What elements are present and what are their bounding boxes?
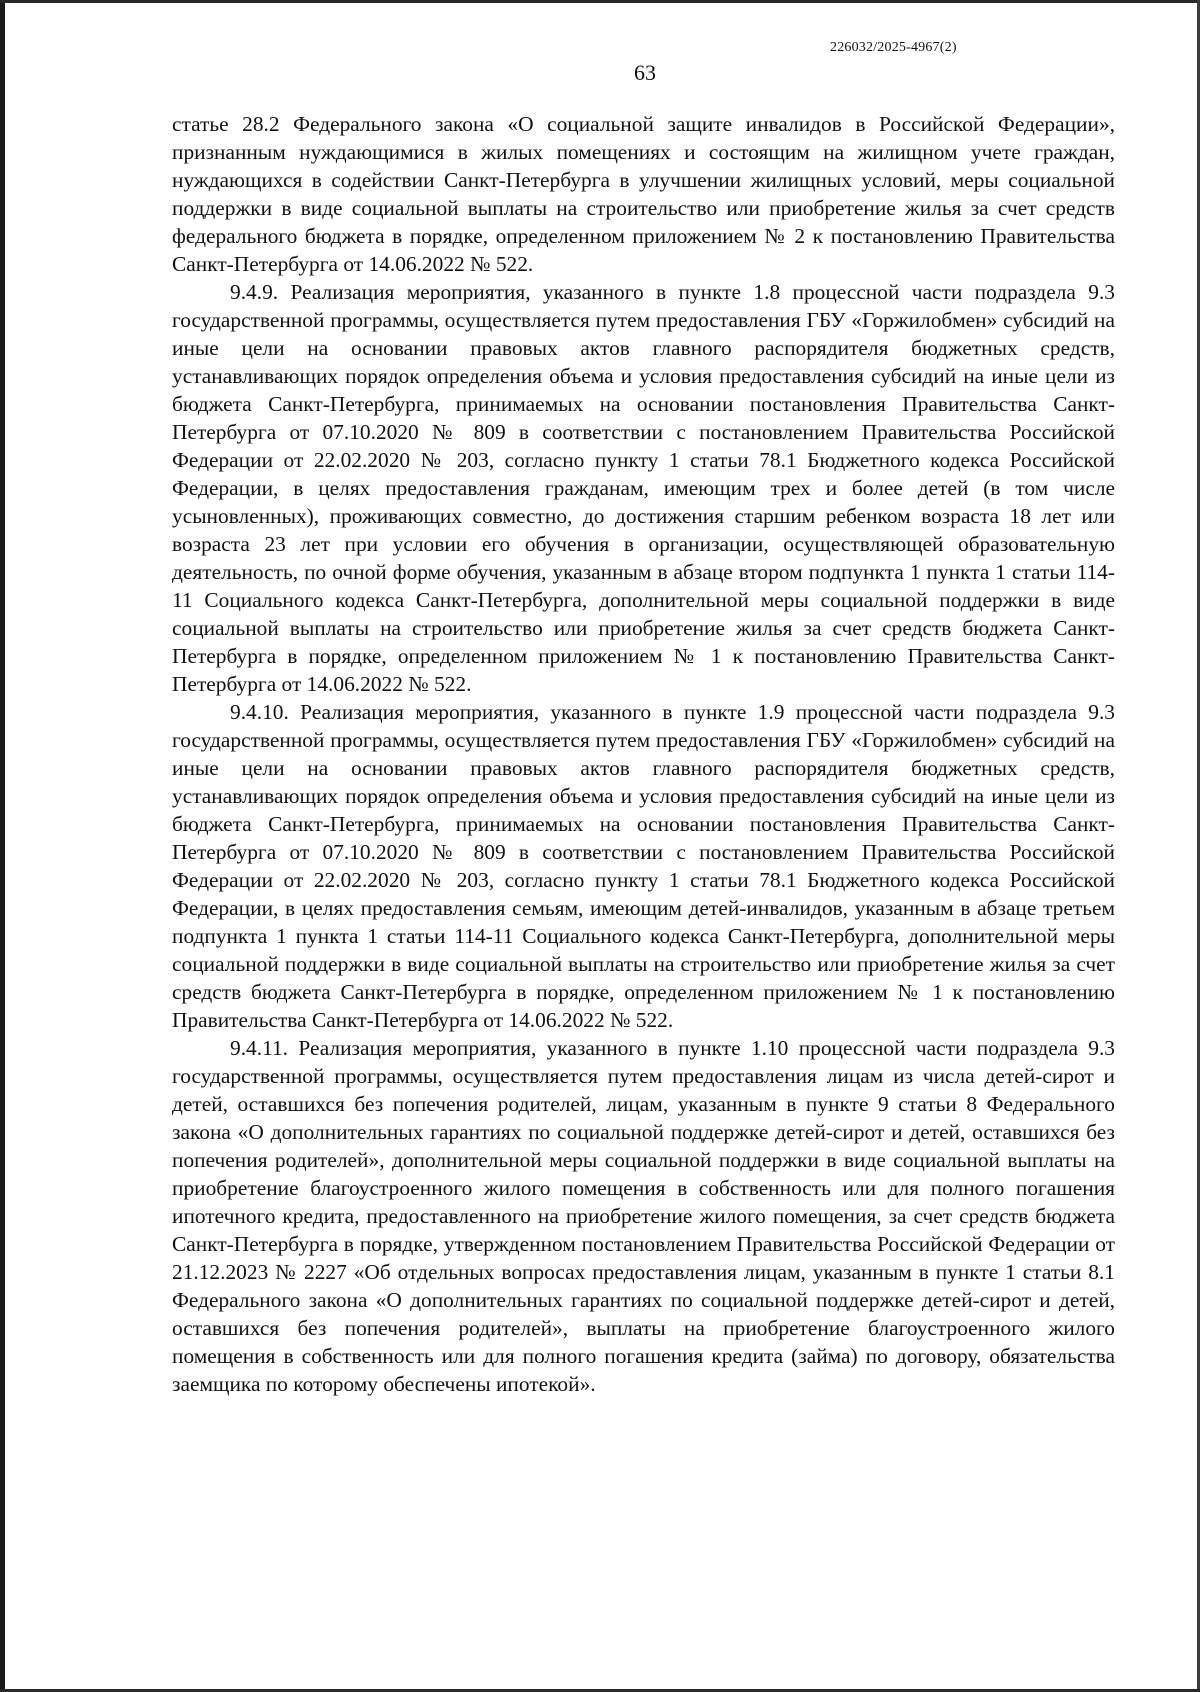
paragraph-continuation: статье 28.2 Федерального закона «О социальной защите инвалидов в Российской Федерации», признанным нуждающимися в жилых помещениях и состоящим на жилищном учете граждан, нуждающихся в содействии Санкт-Петербурга в улучшении жилищных условий, меры социальной поддержки в виде социальной выплаты на строительство или приобретение жилья за счет средств федерального бюджета в порядке, определенном приложением № 2 к постановлению Правительства Санкт-Петербурга от 14.06.2022 № 522. bbox=[172, 112, 1115, 276]
paragraph-9-4-9: 9.4.9. Реализация мероприятия, указанного в пункте 1.8 процессной части подраздела 9.3 государственной программы, осуществляется путем предоставления ГБУ «Горжилобмен» субсидий на иные цели на основании правовых актов главного распорядителя бюджетных средств, устанавливающих порядок определения объема и условия предоставления субсидий на иные цели из бюджета Санкт-Петербурга, принимаемых на основании постановления Правительства Санкт-Петербурга от 07.10.2020 № 809 в соответствии с постановлением Правительства Российской Федерации от 22.02.2020 № 203, согласно пункту 1 статьи 78.1 Бюджетного кодекса Российской Федерации, в целях предоставления гражданам, имеющим трех и более детей (в том числе усыновленных), проживающих совместно, до достижения старшим ребенком возраста 18 лет или возраста 23 лет при условии его обучения в организации, осуществляющей образовательную деятельность, по очной форме обучения, указанным в абзаце втором подпункта 1 пункта 1 статьи 114-11 Социального кодекса Санкт-Петербурга, дополнительной меры социальной поддержки в виде социальной выплаты на строительство или приобретение жилья за счет средств бюджета Санкт-Петербурга в порядке, определенном приложением № 1 к постановлению Правительства Санкт-Петербурга от 14.06.2022 № 522. bbox=[172, 280, 1115, 696]
scan-border-top bbox=[0, 0, 1200, 3]
document-id: 226032/2025-4967(2) bbox=[830, 40, 957, 55]
document-body bbox=[172, 110, 1115, 1398]
scan-border-left bbox=[0, 0, 5, 1692]
paragraph-9-4-11: 9.4.11. Реализация мероприятия, указанного в пункте 1.10 процессной части подраздела 9.3 государственной программы, осуществляется путем предоставления лицам из числа детей-сирот и детей, оставшихся без попечения родителей, лицам, указанным в пункте 9 статьи 8 Федерального закона «О дополнительных гарантиях по социальной поддержке детей-сирот и детей, оставшихся без попечения родителей», дополнительной меры социальной поддержки в виде социальной выплаты на приобретение благоустроенного жилого помещения в собственность или для полного погашения ипотечного кредита, предоставленного на приобретение жилого помещения, за счет средств бюджета Санкт-Петербурга в порядке, утвержденном постановлением Правительства Российской Федерации от 21.12.2023 № 2227 «Об отдельных вопросах предоставления лицам, указанным в пункте 1 статьи 8.1 Федерального закона «О дополнительных гарантиях по социальной поддержке детей-сирот и детей, оставшихся без попечения родителей», выплаты на приобретение благоустроенного жилого помещения в собственность или для полного погашения кредита (займа) по договору, обязательства заемщика по которому обеспечены ипотекой». bbox=[172, 1036, 1115, 1396]
page-number: 63 bbox=[634, 60, 656, 85]
paragraph-9-4-10: 9.4.10. Реализация мероприятия, указанного в пункте 1.9 процессной части подраздела 9.3 государственной программы, осуществляется путем предоставления ГБУ «Горжилобмен» субсидий на иные цели на основании правовых актов главного распорядителя бюджетных средств, устанавливающих порядок определения объема и условия предоставления субсидий на иные цели из бюджета Санкт-Петербурга, принимаемых на основании постановления Правительства Санкт-Петербурга от 07.10.2020 № 809 в соответствии с постановлением Правительства Российской Федерации от 22.02.2020 № 203, согласно пункту 1 статьи 78.1 Бюджетного кодекса Российской Федерации, в целях предоставления семьям, имеющим детей-инвалидов, указанным в абзаце третьем подпункта 1 пункта 1 статьи 114-11 Социального кодекса Санкт-Петербурга, дополнительной меры социальной поддержки в виде социальной выплаты на строительство или приобретение жилья за счет средств бюджета Санкт-Петербурга в порядке, определенном приложением № 1 к постановлению Правительства Санкт-Петербурга от 14.06.2022 № 522. bbox=[172, 700, 1115, 1032]
